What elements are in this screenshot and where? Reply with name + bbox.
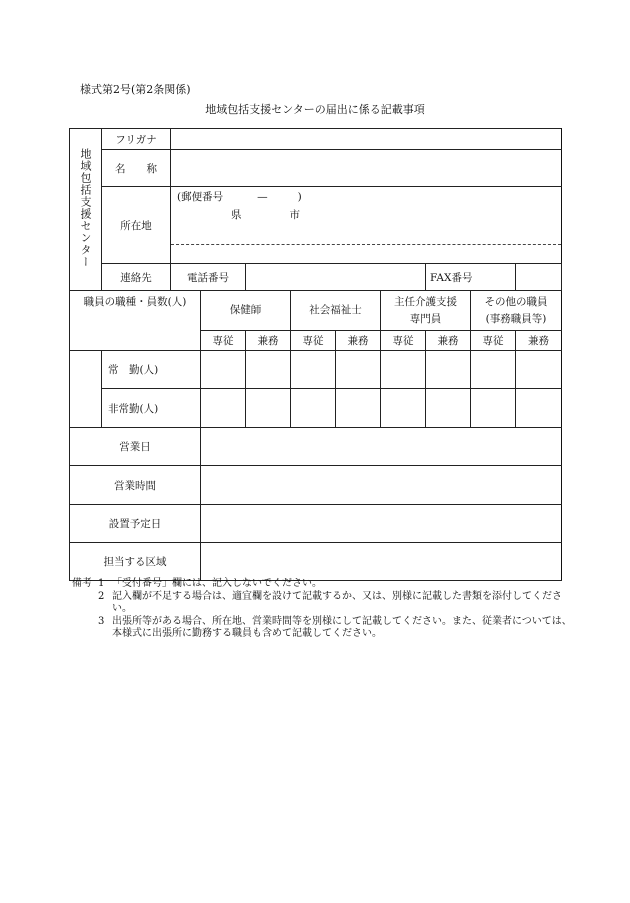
part-time-header: 兼務 (426, 331, 471, 351)
business-hours-field[interactable] (201, 466, 562, 505)
staff-header: 職員の職種・員数(人) (70, 291, 201, 351)
part-time-staff-label: 非常勤(人) (102, 389, 201, 428)
note-text: 記入欄が不足する場合は、適宜欄を設けて記載するか、又は、別様に記載した書類を添付してください。 (112, 590, 562, 614)
postal-line (177, 189, 302, 204)
staff-type-care-manager: 主任介護支援 専門員 (381, 291, 471, 331)
staff-count-cell[interactable] (201, 351, 246, 389)
name-field[interactable] (171, 150, 562, 187)
staff-count-cell[interactable] (426, 351, 471, 389)
registration-form (69, 128, 561, 576)
staff-count-cell[interactable] (471, 389, 516, 428)
staff-count-cell[interactable] (381, 389, 426, 428)
notes (72, 578, 572, 641)
note-item (72, 578, 572, 591)
staff-count-cell[interactable] (426, 389, 471, 428)
full-time-header: 専従 (471, 331, 516, 351)
business-hours-label: 営業時間 (70, 466, 201, 505)
planned-opening-date-label: 設置予定日 (70, 505, 201, 543)
part-time-header: 兼務 (516, 331, 562, 351)
note-number: 2 (98, 590, 105, 602)
note-number: 3 (98, 615, 105, 627)
form-table (69, 128, 562, 581)
staff-row-spacer (70, 351, 102, 428)
address-field[interactable] (171, 187, 562, 264)
business-days-field[interactable] (201, 428, 562, 466)
part-time-header: 兼務 (246, 331, 291, 351)
staff-count-cell[interactable] (291, 351, 336, 389)
staff-type-social-worker: 社会福祉士 (291, 291, 381, 331)
fax-field[interactable] (516, 264, 562, 291)
center-side-label-cell (70, 129, 102, 291)
furigana-label: フリガナ (102, 129, 171, 150)
staff-count-cell[interactable] (516, 389, 562, 428)
service-area-label: 担当する区域 (70, 543, 201, 581)
staff-count-cell[interactable] (336, 389, 381, 428)
staff-type-other: その他の職員 (事務職員等) (471, 291, 562, 331)
note-text: 「受付番号」欄には、記入しないでください。 (112, 578, 322, 589)
notes-heading: 備考 (72, 578, 92, 589)
prefecture-city-line (231, 207, 300, 222)
part-time-header: 兼務 (336, 331, 381, 351)
note-item (72, 591, 572, 616)
postal-dash: — (257, 191, 268, 203)
staff-count-cell[interactable] (201, 389, 246, 428)
staff-count-cell[interactable] (381, 351, 426, 389)
name-label: 名 称 (102, 150, 171, 187)
staff-count-cell[interactable] (516, 351, 562, 389)
address-dashed-divider (171, 244, 561, 245)
phone-field[interactable] (246, 264, 426, 291)
business-days-label: 営業日 (70, 428, 201, 466)
staff-count-cell[interactable] (291, 389, 336, 428)
note-text: 出張所等がある場合、所在地、営業時間等を別様にして記載してください。また、従業者については、本様式に出張所に勤務する職員も含めて記載してください。 (112, 615, 572, 639)
address-label: 所在地 (102, 187, 171, 264)
full-time-staff-label: 常 勤(人) (102, 351, 201, 389)
staff-count-cell[interactable] (246, 389, 291, 428)
full-time-header: 専従 (381, 331, 426, 351)
contact-label: 連絡先 (102, 264, 171, 291)
postal-close: ) (297, 191, 302, 203)
document-title: 地域包括支援センターの届出に係る記載事項 (205, 103, 425, 116)
fax-label: FAX番号 (426, 264, 516, 291)
form-number: 様式第2号(第2条関係) (80, 83, 191, 96)
staff-type-public-health-nurse: 保健師 (201, 291, 291, 331)
staff-count-cell[interactable] (246, 351, 291, 389)
furigana-field[interactable] (171, 129, 562, 150)
city-suffix: 市 (289, 209, 301, 221)
staff-count-cell[interactable] (471, 351, 516, 389)
prefecture-suffix: 県 (231, 209, 242, 221)
note-item (72, 616, 572, 641)
center-side-label: 地域包括支援センター (79, 148, 92, 268)
note-number: 1 (98, 578, 105, 589)
service-area-field[interactable] (201, 543, 562, 581)
full-time-header: 専従 (201, 331, 246, 351)
staff-count-cell[interactable] (336, 351, 381, 389)
postal-label: (郵便番号 (177, 191, 224, 203)
phone-label: 電話番号 (171, 264, 246, 291)
planned-opening-date-field[interactable] (201, 505, 562, 543)
full-time-header: 専従 (291, 331, 336, 351)
